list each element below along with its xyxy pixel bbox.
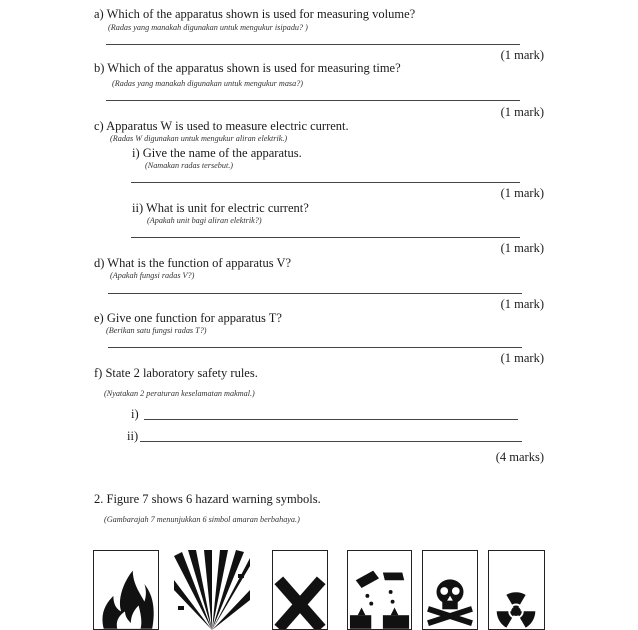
question-d-malay: (Apakah fungsi radas V?)	[110, 271, 195, 280]
question-f-malay: (Nyatakan 2 peraturan keselamatan makmal.)	[104, 389, 255, 398]
question-a-malay: (Radas yang manakah digunakan untuk mengukur isipadu? )	[108, 23, 308, 32]
answer-line-f-ii[interactable]	[140, 441, 522, 442]
question-b-malay: (Radas yang manakah digunakan untuk mengukur masa?)	[112, 79, 304, 88]
question-b-text: b) Which of the apparatus shown is used for measuring time?	[94, 61, 401, 75]
question-c-i-malay: (Namakan radas tersebut.)	[145, 161, 234, 170]
harmful-x-icon	[272, 550, 328, 630]
answer-line-c-i[interactable]	[131, 182, 520, 183]
question-a-text: a) Which of the apparatus shown is used for measuring volume?	[94, 7, 416, 21]
toxic-skull-icon	[422, 550, 478, 630]
question-c-text: c) Apparatus W is used to measure electric current.	[94, 119, 349, 133]
mark-f: (4 marks)	[495, 450, 544, 464]
corrosive-icon	[347, 550, 412, 630]
answer-line-c-ii[interactable]	[131, 237, 520, 238]
question-e-text: e) Give one function for apparatus T?	[94, 311, 282, 325]
question-c-i-text: i) Give the name of the apparatus.	[132, 146, 302, 160]
mark-c-ii: (1 mark)	[500, 241, 544, 255]
answer-label-f-ii: ii)	[127, 429, 139, 443]
question-c-ii-text: ii) What is unit for electric current?	[132, 201, 309, 215]
answer-label-f-i: i)	[131, 407, 139, 421]
mark-e: (1 mark)	[500, 351, 544, 365]
explosive-icon	[174, 550, 250, 630]
mark-d: (1 mark)	[500, 297, 544, 311]
radioactive-icon	[488, 550, 545, 630]
question-e-malay: (Berikan satu fungsi radas T?)	[106, 326, 207, 335]
flammable-icon	[93, 550, 159, 630]
mark-c-i: (1 mark)	[500, 186, 544, 200]
answer-line-a[interactable]	[106, 44, 520, 45]
answer-line-b[interactable]	[106, 100, 520, 101]
question-c-ii-malay: (Apakah unit bagi aliran elektrik?)	[147, 216, 262, 225]
answer-line-d[interactable]	[108, 293, 522, 294]
question-f-text: f) State 2 laboratory safety rules.	[94, 366, 258, 380]
question-2-text: 2. Figure 7 shows 6 hazard warning symbols.	[94, 492, 321, 506]
question-d-text: d) What is the function of apparatus V?	[94, 256, 292, 270]
mark-b: (1 mark)	[500, 105, 544, 119]
answer-line-e[interactable]	[108, 347, 522, 348]
answer-line-f-i[interactable]	[144, 419, 518, 420]
mark-a: (1 mark)	[500, 48, 544, 62]
question-2-malay: (Gambarajah 7 menunjukkan 6 simbol amaran berbahaya.)	[104, 515, 300, 524]
question-c-malay: (Radas W digunakan untuk mengukur aliran elektrik.)	[110, 134, 288, 143]
